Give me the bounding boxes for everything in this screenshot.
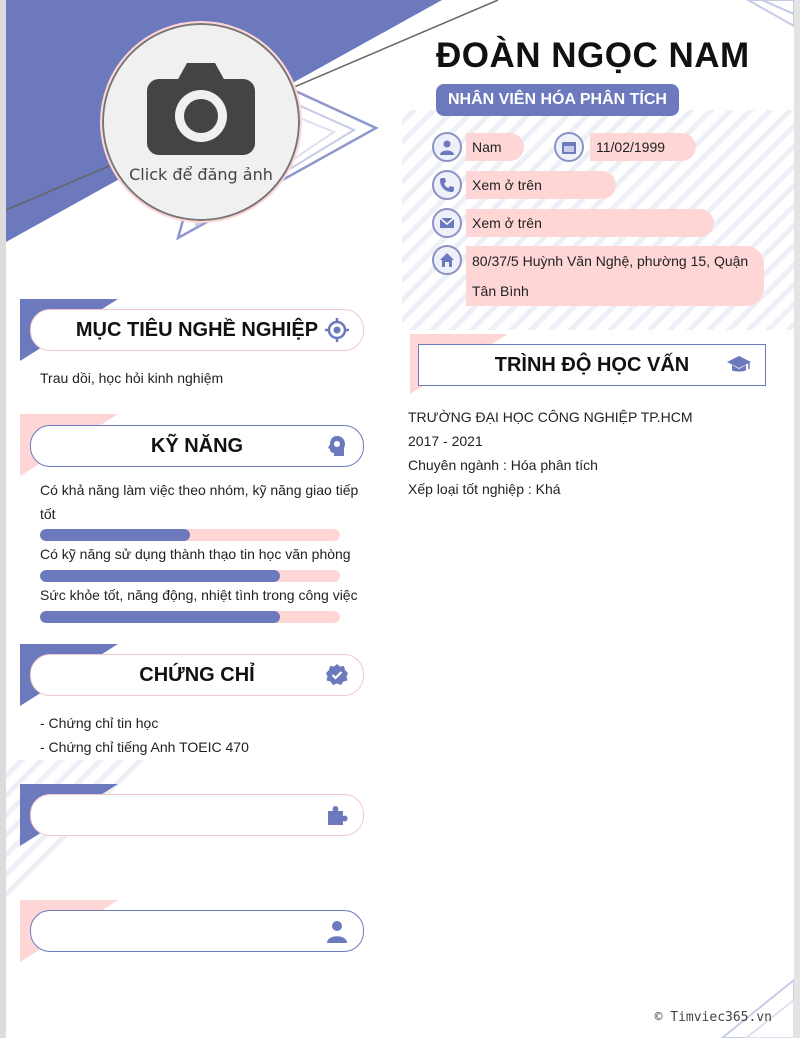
avatar-label: Click để đăng ảnh bbox=[129, 164, 273, 184]
education-title: TRÌNH ĐỘ HỌC VẤN bbox=[494, 354, 690, 376]
skill-head-icon bbox=[325, 434, 349, 458]
certificate-item-2: - Chứng chỉ tiếng Anh TOEIC 470 bbox=[40, 739, 249, 755]
calendar-icon bbox=[554, 132, 584, 162]
skill-item-1-bar bbox=[40, 529, 340, 541]
email-field[interactable]: Xem ở trên bbox=[466, 209, 714, 237]
graduation-cap-icon bbox=[727, 353, 751, 377]
phone-field[interactable]: Xem ở trên bbox=[466, 171, 616, 199]
skill-item-3-bar bbox=[40, 611, 340, 623]
skill-item-1-label: Có khả năng làm việc theo nhóm, kỹ năng giao tiếp tốt bbox=[40, 482, 359, 522]
education-grade: Xếp loại tốt nghiệp : Khá bbox=[408, 481, 561, 497]
objective-title: MỤC TIÊU NGHỀ NGHIỆP bbox=[75, 319, 319, 341]
objective-header bbox=[30, 309, 364, 351]
cv-page bbox=[6, 0, 794, 1038]
references-header bbox=[30, 910, 364, 952]
certificates-title: CHỨNG CHỈ bbox=[139, 664, 255, 686]
address-field[interactable]: 80/37/5 Huỳnh Văn Nghệ, phường 15, Quận Tân Bình bbox=[466, 246, 764, 306]
badge-check-icon bbox=[325, 663, 349, 687]
skill-item-2-label: Có kỹ năng sử dụng thành thạo tin học văn phòng bbox=[40, 546, 351, 562]
candidate-name: ĐOÀN NGỌC NAM bbox=[436, 36, 750, 75]
camera-icon bbox=[147, 61, 255, 157]
skills-title: KỸ NĂNG bbox=[150, 435, 244, 457]
target-icon bbox=[325, 318, 349, 342]
person-icon bbox=[325, 919, 349, 943]
hobbies-header bbox=[30, 794, 364, 836]
puzzle-icon bbox=[325, 803, 349, 827]
birthday-field[interactable]: 11/02/1999 bbox=[590, 133, 696, 161]
email-icon bbox=[432, 208, 462, 238]
education-header bbox=[418, 344, 766, 386]
skill-item-1-bar-fill bbox=[40, 529, 190, 541]
user-icon bbox=[432, 132, 462, 162]
skills-header bbox=[30, 425, 364, 467]
education-years: 2017 - 2021 bbox=[408, 433, 483, 449]
avatar-upload[interactable] bbox=[100, 21, 302, 223]
education-school: TRƯỜNG ĐẠI HỌC CÔNG NGHIỆP TP.HCM bbox=[408, 409, 693, 425]
gender-field[interactable]: Nam bbox=[466, 133, 524, 161]
footer-copyright: © Timviec365.vn bbox=[654, 1010, 772, 1025]
skill-item-3-bar-fill bbox=[40, 611, 280, 623]
job-title-badge: NHÂN VIÊN HÓA PHÂN TÍCH bbox=[436, 84, 679, 116]
home-icon bbox=[432, 245, 462, 275]
skill-item-3-label: Sức khỏe tốt, năng động, nhiệt tình trong công việc bbox=[40, 587, 358, 603]
education-major: Chuyên ngành : Hóa phân tích bbox=[408, 457, 598, 473]
phone-icon bbox=[432, 170, 462, 200]
skill-item-2-bar-fill bbox=[40, 570, 280, 582]
skill-item-2-bar bbox=[40, 570, 340, 582]
page-edge-right bbox=[794, 0, 800, 1038]
certificates-header bbox=[30, 654, 364, 696]
certificate-item-1: - Chứng chỉ tin học bbox=[40, 715, 159, 731]
objective-text: Trau dồi, học hỏi kinh nghiệm bbox=[40, 370, 224, 386]
